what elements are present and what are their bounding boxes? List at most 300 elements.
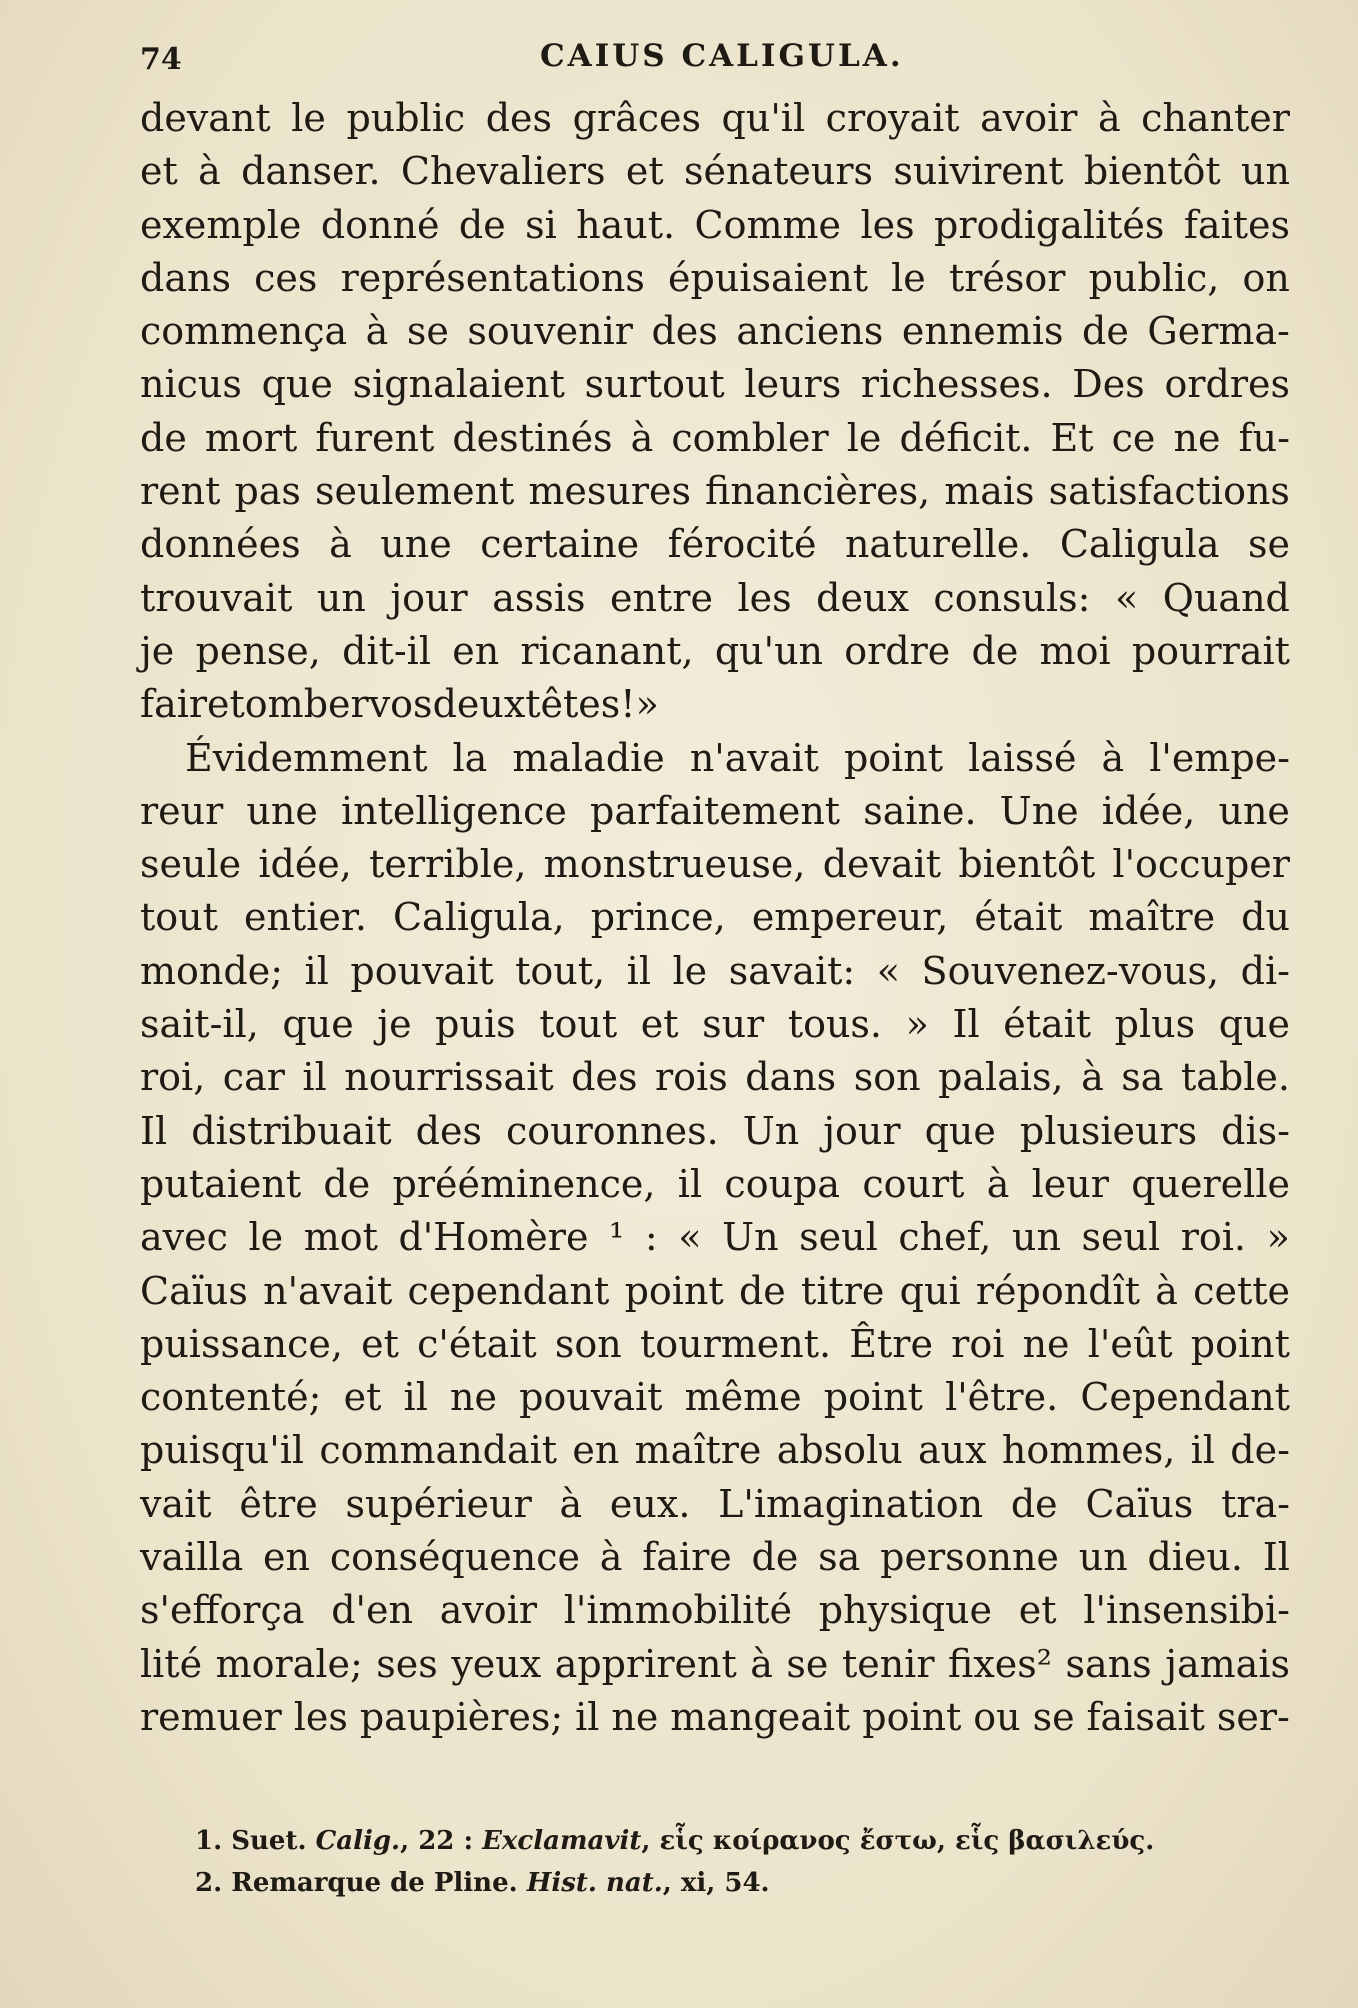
word: il: [302, 1055, 327, 1100]
word: deux: [432, 682, 526, 727]
word: ordre: [844, 628, 951, 673]
word: pouvait: [350, 948, 494, 993]
word: sait-il,: [140, 1002, 259, 1047]
text-line: [140, 1371, 1290, 1424]
word: »: [1266, 1215, 1290, 1260]
word: son: [554, 1321, 622, 1366]
word: rent: [140, 469, 221, 514]
word: des: [485, 96, 553, 140]
word: il: [304, 948, 329, 993]
word: Des: [1072, 362, 1145, 407]
word: seulement: [314, 469, 515, 514]
word: monde;: [140, 948, 284, 993]
word: à: [1101, 735, 1125, 780]
word: épuisaient: [668, 255, 868, 300]
word: était: [1003, 1002, 1092, 1047]
page-number: 74: [140, 42, 182, 77]
word: dit-il: [342, 628, 431, 673]
word: nourrissait: [344, 1055, 554, 1100]
word: «: [678, 1215, 702, 1260]
word: tra-: [1221, 1481, 1290, 1526]
page-header: [140, 34, 1288, 84]
word: :: [644, 1215, 658, 1260]
text-line: [140, 412, 1290, 465]
word: seule: [140, 842, 242, 887]
word: empereur,: [751, 895, 949, 940]
word: yeux: [451, 1641, 542, 1686]
word: même: [684, 1375, 802, 1420]
word: sénateurs: [683, 149, 873, 194]
word: pourrait: [1131, 628, 1290, 673]
word: n'avait: [689, 735, 819, 780]
text-line: [140, 465, 1290, 518]
text-line: [140, 145, 1290, 198]
word: plus: [1114, 1002, 1196, 1047]
word: les: [293, 1694, 348, 1739]
word: il: [403, 1375, 428, 1420]
word: un: [1078, 1535, 1128, 1580]
word: distribuait: [191, 1108, 392, 1153]
word: le: [248, 1215, 284, 1260]
word: répondît: [975, 1268, 1140, 1313]
word: prince,: [590, 895, 726, 940]
word: le: [291, 96, 326, 140]
word: une: [380, 522, 452, 567]
word: tout,: [515, 948, 606, 993]
word: souvenir: [467, 309, 633, 354]
word: assis: [492, 575, 586, 620]
word: son: [853, 1055, 921, 1100]
word: parfaitement: [590, 788, 841, 833]
word: à: [750, 1641, 773, 1686]
word: suivirent: [893, 149, 1064, 194]
text-line: [140, 1318, 1290, 1371]
word: représentations: [340, 255, 645, 300]
word: les: [860, 202, 915, 247]
word: il: [575, 1694, 600, 1739]
word: devant: [140, 96, 271, 140]
footnote-text: Remarque de Pline.: [231, 1868, 518, 1898]
word: intelligence: [340, 788, 567, 833]
word: coupa: [724, 1161, 841, 1206]
word: roi,: [140, 1055, 206, 1100]
word: avec: [140, 1215, 228, 1260]
word: maladie: [512, 735, 665, 780]
text-line: [140, 1424, 1290, 1477]
word: ¹: [609, 1215, 625, 1260]
word: un: [1011, 1215, 1061, 1260]
word: Il: [140, 1108, 168, 1153]
word: qui: [899, 1268, 961, 1313]
word: faire: [140, 682, 230, 727]
word: et: [1018, 1588, 1057, 1633]
word: ses: [376, 1641, 438, 1686]
text-line: [140, 891, 1290, 944]
text-line: [140, 1691, 1290, 1744]
word: entier.: [243, 895, 367, 940]
word: les: [737, 575, 792, 620]
word: Comme: [694, 202, 842, 247]
word: dis-: [1221, 1108, 1290, 1153]
word: qu'un: [714, 628, 824, 673]
word: exemple: [140, 202, 302, 247]
word: prodigalités: [934, 202, 1165, 247]
text-line: [140, 945, 1290, 998]
word: le: [846, 415, 882, 460]
word: d'en: [331, 1588, 413, 1633]
word: puissance,: [140, 1321, 343, 1366]
word: et: [343, 1375, 382, 1420]
text-line: [140, 1051, 1290, 1104]
word: idée,: [258, 842, 352, 887]
text-line: [140, 678, 1290, 731]
word: de: [738, 1268, 786, 1313]
word: point: [843, 735, 944, 780]
word: à: [630, 415, 654, 460]
word: idée,: [1101, 788, 1196, 833]
footnote-text: , 22 :: [400, 1826, 474, 1856]
text-line: [140, 838, 1290, 891]
word: croyait: [825, 96, 960, 140]
word: seul: [799, 1215, 878, 1260]
word: une: [1218, 788, 1290, 833]
word: sur: [702, 1002, 765, 1047]
footnote-text: , xi, 54.: [662, 1868, 770, 1898]
word: leur: [1031, 1161, 1109, 1206]
word: en: [452, 628, 500, 673]
word: di-: [1240, 948, 1290, 993]
word: tout: [140, 895, 218, 940]
word: sa: [818, 1535, 861, 1580]
word: déficit.: [899, 415, 1033, 460]
word: l'immobilité: [563, 1588, 793, 1633]
word: des: [571, 1055, 638, 1100]
word: d'Homère: [398, 1215, 589, 1260]
word: Caligula: [1059, 522, 1220, 567]
word: et: [140, 149, 178, 194]
text-line: [140, 1638, 1290, 1691]
text-line: [140, 785, 1290, 838]
word: à: [1155, 1268, 1178, 1313]
word: données: [140, 522, 301, 567]
word: cependant: [407, 1268, 610, 1313]
text-line: [140, 572, 1290, 625]
text-line: [140, 625, 1290, 678]
word: se: [1032, 1694, 1075, 1739]
text-line: [140, 1265, 1290, 1318]
text-line: [140, 998, 1290, 1051]
word: danser.: [241, 149, 381, 194]
text-line: [140, 92, 1290, 145]
text-line: [140, 1105, 1290, 1158]
word: et: [640, 1002, 679, 1047]
word: avoir: [439, 1588, 538, 1633]
word: il: [1190, 1428, 1215, 1473]
word: que: [1218, 1002, 1290, 1047]
word: contenté;: [140, 1375, 322, 1420]
word: que: [282, 1002, 354, 1047]
word: aux: [918, 1428, 987, 1473]
word: vos: [368, 682, 433, 727]
word: Un: [722, 1215, 779, 1260]
body-text: [140, 92, 1290, 1744]
word: que: [924, 1108, 996, 1153]
word: haut.: [576, 202, 676, 247]
word: de: [1082, 309, 1129, 354]
word: le: [891, 255, 926, 300]
word: »: [635, 682, 659, 727]
word: ne: [1173, 415, 1221, 460]
word: puisqu'il: [140, 1428, 305, 1473]
word: court: [862, 1161, 965, 1206]
footnote-italic: Calig.: [315, 1826, 401, 1856]
word: faire: [642, 1535, 732, 1580]
footnote-marker: 2.: [195, 1868, 223, 1898]
word: laissé: [968, 735, 1077, 780]
word: L'imagination: [718, 1481, 984, 1526]
word: Il: [952, 1002, 980, 1047]
word: pouvait: [519, 1375, 663, 1420]
word: Cependant: [1080, 1375, 1290, 1420]
text-line: [140, 1211, 1290, 1264]
word: Un: [742, 1108, 800, 1153]
word: eux.: [609, 1481, 691, 1526]
word: mot: [303, 1215, 378, 1260]
word: ne: [450, 1375, 497, 1420]
word: du: [1241, 895, 1290, 940]
word: de: [971, 628, 1019, 673]
footnote-marker: 1.: [195, 1826, 223, 1856]
word: trésor: [948, 255, 1066, 300]
word: mort: [204, 415, 298, 460]
word: point: [624, 1268, 724, 1313]
word: entre: [610, 575, 713, 620]
word: je: [377, 1002, 412, 1047]
word: apprirent: [554, 1641, 737, 1686]
word: ces: [254, 255, 318, 300]
word: jamais: [1165, 1641, 1290, 1686]
word: donné: [320, 202, 440, 247]
word: tenir: [841, 1641, 935, 1686]
word: saine.: [863, 788, 977, 833]
word: était: [974, 895, 1063, 940]
footnote-2: [195, 1862, 1245, 1904]
word: leurs: [744, 362, 842, 407]
word: nicus: [140, 362, 242, 407]
word: plusieurs: [1019, 1108, 1198, 1153]
word: dieu.: [1147, 1535, 1243, 1580]
word: ennemis: [901, 309, 1064, 354]
word: anciens: [736, 309, 884, 354]
word: table.: [1180, 1055, 1290, 1100]
word: chef,: [898, 1215, 992, 1260]
word: ne: [1022, 1321, 1070, 1366]
word: de: [458, 202, 506, 247]
word: Il: [1262, 1535, 1290, 1580]
word: financières,: [705, 469, 931, 514]
word: supérieur: [345, 1481, 532, 1526]
word: vait: [140, 1481, 212, 1526]
word: sans: [1065, 1641, 1152, 1686]
word: la: [452, 735, 488, 780]
word: avoir: [980, 96, 1078, 140]
word: destinés: [452, 415, 613, 460]
word: tous.: [787, 1002, 883, 1047]
word: public: [346, 96, 466, 140]
word: public,: [1088, 255, 1220, 300]
word: furent: [315, 415, 435, 460]
word: savait:: [728, 948, 856, 993]
word: seul: [1081, 1215, 1161, 1260]
word: rois: [655, 1055, 728, 1100]
word: à: [329, 522, 352, 567]
footnote-italic: Hist. nat.: [526, 1868, 663, 1898]
word: faites: [1183, 202, 1290, 247]
word: combler: [671, 415, 829, 460]
word: une: [246, 788, 318, 833]
word: c'était: [417, 1321, 537, 1366]
word: titre: [801, 1268, 885, 1313]
text-line: [140, 1584, 1290, 1637]
running-title: CAIUS CALIGULA.: [540, 38, 904, 74]
word: ne: [611, 1694, 659, 1739]
word: morale;: [215, 1641, 363, 1686]
text-line: [140, 1158, 1290, 1211]
word: Caligula,: [392, 895, 565, 940]
word: des: [651, 309, 718, 354]
word: que: [261, 362, 333, 407]
word: dans: [140, 255, 231, 300]
text-line: [140, 252, 1290, 305]
word: pas: [234, 469, 301, 514]
word: on: [1242, 255, 1290, 300]
word: point: [862, 1694, 962, 1739]
word: têtes!: [525, 682, 636, 727]
footnote-italic: Exclamavit: [482, 1826, 642, 1856]
word: qu'il: [721, 96, 806, 140]
word: point: [823, 1375, 923, 1420]
word: Évidemment: [185, 735, 428, 780]
text-line: [140, 358, 1290, 411]
word: Et: [1050, 415, 1094, 460]
word: en: [263, 1535, 311, 1580]
word: chanter: [1141, 96, 1290, 140]
word: certaine: [480, 522, 640, 567]
word: hommes,: [1001, 1428, 1176, 1473]
word: terrible,: [369, 842, 527, 887]
word: à: [365, 309, 389, 354]
word: palais,: [938, 1055, 1064, 1100]
footnote-1: [195, 1820, 1245, 1862]
word: point: [1190, 1321, 1290, 1366]
word: sa: [1121, 1055, 1164, 1100]
word: prééminence,: [392, 1161, 656, 1206]
word: jour: [390, 575, 468, 620]
text-line: [140, 1531, 1290, 1584]
word: un: [1241, 149, 1290, 194]
word: de: [1010, 1481, 1058, 1526]
word: reur: [140, 788, 224, 833]
word: car: [222, 1055, 285, 1100]
word: lité: [140, 1641, 203, 1686]
word: «: [1115, 575, 1139, 620]
word: absolu: [776, 1428, 903, 1473]
word: tomber: [229, 682, 369, 727]
word: à: [599, 1535, 623, 1580]
word: cette: [1193, 1268, 1290, 1313]
text-line: [140, 1478, 1290, 1531]
text-line: [140, 199, 1290, 252]
text-line: [140, 518, 1290, 571]
word: ou: [973, 1694, 1021, 1739]
word: naturelle.: [844, 522, 1032, 567]
word: satisfactions: [1048, 469, 1290, 514]
word: maître: [1088, 895, 1216, 940]
word: n'avait: [263, 1268, 393, 1313]
word: il: [626, 948, 651, 993]
word: dans: [745, 1055, 837, 1100]
word: ce: [1111, 415, 1156, 460]
text-line: [140, 305, 1290, 358]
word: grâces: [572, 96, 701, 140]
word: l'occuper: [1112, 842, 1290, 887]
word: bientôt: [958, 842, 1096, 887]
word: devait: [822, 842, 942, 887]
footnote-text: Suet.: [231, 1826, 307, 1856]
word: fu-: [1238, 415, 1290, 460]
word: couronnes.: [506, 1108, 719, 1153]
word: des: [415, 1108, 482, 1153]
word: Chevaliers: [400, 149, 606, 194]
word: férocité: [667, 522, 817, 567]
word: trouvait: [140, 575, 293, 620]
footnotes: [195, 1820, 1245, 1904]
word: commença: [140, 309, 348, 354]
word: à: [559, 1481, 583, 1526]
word: Caïus: [1085, 1481, 1194, 1526]
word: roi.: [1180, 1215, 1246, 1260]
word: commandait: [319, 1428, 558, 1473]
word: bientôt: [1083, 149, 1221, 194]
text-line: [140, 732, 1290, 785]
word: ricanant,: [520, 628, 694, 673]
word: mais: [944, 469, 1035, 514]
word: Germa-: [1147, 309, 1290, 354]
word: maître: [634, 1428, 762, 1473]
word: «: [876, 948, 900, 993]
word: conséquence: [329, 1535, 580, 1580]
word: Souvenez-vous,: [921, 948, 1220, 993]
word: faisait: [1086, 1694, 1205, 1739]
word: le: [672, 948, 708, 993]
word: putaient: [140, 1161, 302, 1206]
word: jour: [823, 1108, 901, 1153]
word: s'efforça: [140, 1588, 305, 1633]
word: physique: [818, 1588, 993, 1633]
word: puis: [435, 1002, 516, 1047]
word: richesses.: [860, 362, 1053, 407]
word: querelle: [1131, 1161, 1290, 1206]
word: tout: [539, 1002, 618, 1047]
word: tourment.: [639, 1321, 832, 1366]
word: »: [905, 1002, 929, 1047]
word: à: [1081, 1055, 1104, 1100]
word: à: [198, 149, 221, 194]
word: et: [625, 149, 664, 194]
word: pense,: [195, 628, 321, 673]
word: l'insensibi-: [1083, 1588, 1290, 1633]
word: fixes²: [948, 1641, 1053, 1686]
